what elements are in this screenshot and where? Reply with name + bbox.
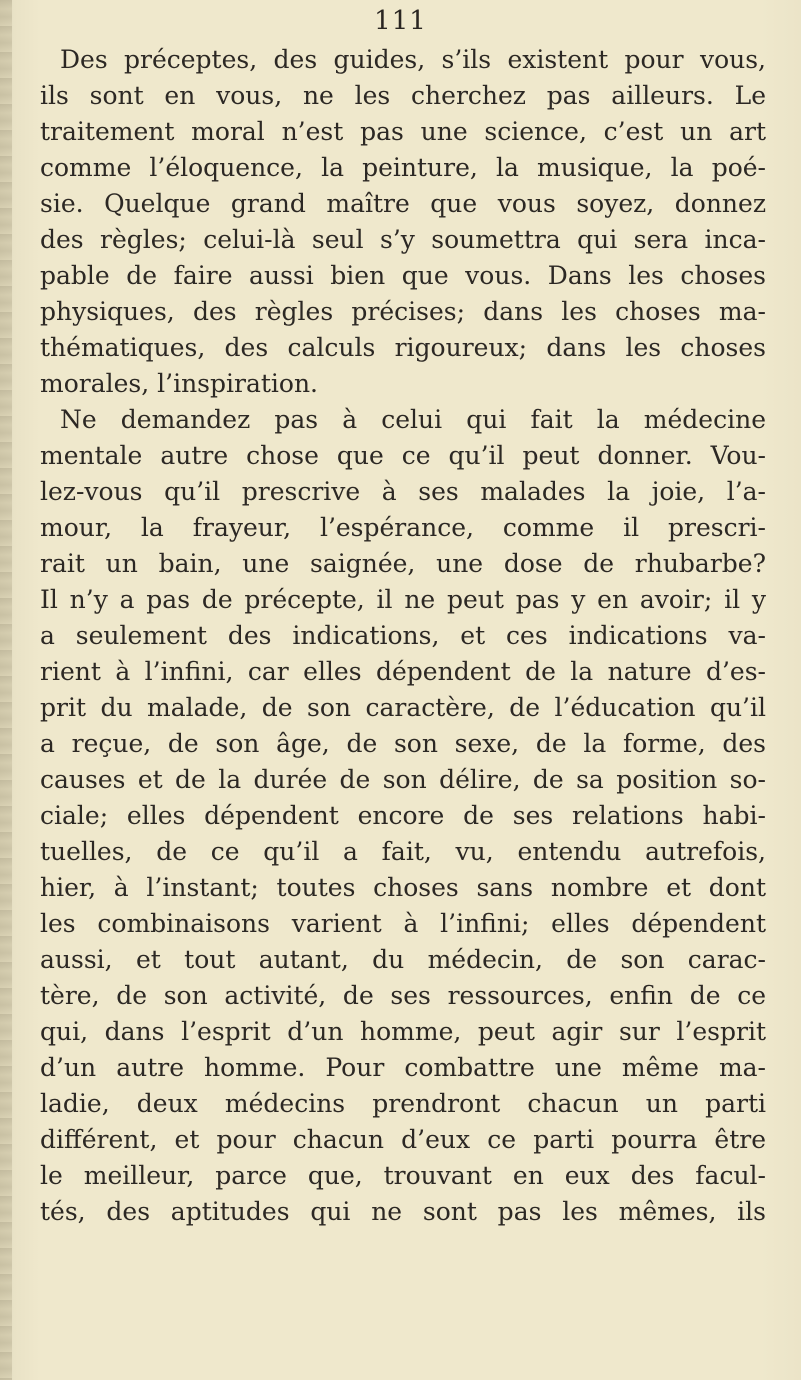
page-gutter-shadow [0, 0, 12, 1380]
text-line: différent, et pour chacun d’eux ce parti pourra être [40, 1125, 766, 1154]
text-line: prit du malade, de son caractère, de l’éducation qu’il [40, 693, 766, 722]
text-line: a seulement des indications, et ces indications va- [40, 621, 766, 650]
text-line: mour, la frayeur, l’espérance, comme il prescri- [40, 513, 766, 542]
text-line: pable de faire aussi bien que vous. Dans les choses [40, 261, 766, 290]
text-line: Ne demandez pas à celui qui fait la médecine [60, 405, 766, 434]
text-line: d’un autre homme. Pour combattre une même ma- [40, 1053, 766, 1082]
text-line: causes et de la durée de son délire, de sa position so- [40, 765, 766, 794]
text-line: tés, des aptitudes qui ne sont pas les mêmes, ils [40, 1197, 766, 1226]
text-line: ladie, deux médecins prendront chacun un parti [40, 1089, 766, 1118]
text-line: rient à l’infini, car elles dépendent de la nature d’es- [40, 657, 766, 686]
text-line: hier, à l’instant; toutes choses sans nombre et dont [40, 873, 766, 902]
text-line: ils sont en vous, ne les cherchez pas ailleurs. Le [40, 81, 766, 110]
text-line: physiques, des règles précises; dans les choses ma- [40, 297, 766, 326]
text-line: comme l’éloquence, la peinture, la musique, la poé- [40, 153, 766, 182]
body-text [40, 42, 766, 1230]
text-line: des règles; celui-là seul s’y soumettra qui sera inca- [40, 225, 766, 254]
text-line: qui, dans l’esprit d’un homme, peut agir sur l’esprit [40, 1017, 766, 1046]
text-line: Il n’y a pas de précepte, il ne peut pas y en avoir; il y [40, 585, 766, 614]
page-number: 111 [374, 6, 427, 36]
text-line: Des préceptes, des guides, s’ils existent pour vous, [60, 45, 766, 74]
text-line: les combinaisons varient à l’infini; elles dépendent [40, 909, 766, 938]
text-line: a reçue, de son âge, de son sexe, de la forme, des [40, 729, 766, 758]
text-line: sie. Quelque grand maître que vous soyez, donnez [40, 189, 766, 218]
text-line: le meilleur, parce que, trouvant en eux des facul- [40, 1161, 766, 1190]
text-line: lez-vous qu’il prescrive à ses malades la joie, l’a- [40, 477, 766, 506]
text-line: mentale autre chose que ce qu’il peut donner. Vou- [40, 441, 766, 470]
text-line: thématiques, des calculs rigoureux; dans les choses [40, 333, 766, 362]
text-line: ciale; elles dépendent encore de ses relations habi- [40, 801, 766, 830]
text-line: tuelles, de ce qu’il a fait, vu, entendu autrefois, [40, 837, 766, 866]
text-line: morales, l’inspiration. [40, 369, 318, 398]
text-line: rait un bain, une saignée, une dose de rhubarbe? [40, 549, 766, 578]
text-line: traitement moral n’est pas une science, c’est un art [40, 117, 766, 146]
text-line: tère, de son activité, de ses ressources, enfin de ce [40, 981, 766, 1010]
text-line: aussi, et tout autant, du médecin, de son carac- [40, 945, 766, 974]
